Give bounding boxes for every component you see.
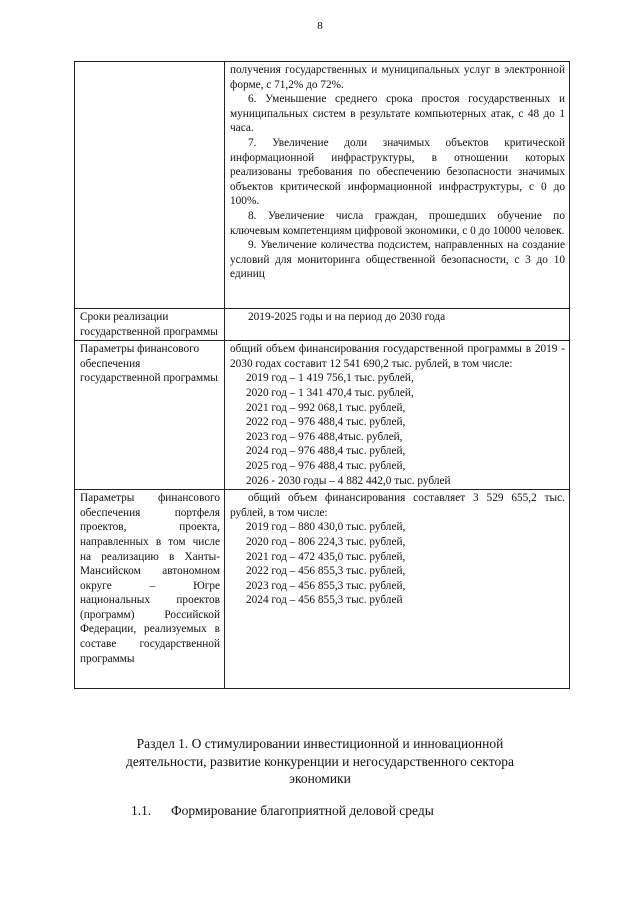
indicators-cell	[225, 62, 570, 309]
projects-year-row: 2022 год – 456 855,3 тыс. рублей,	[246, 565, 406, 578]
finance-label: Параметры финансового обеспечения государственной программы	[75, 341, 225, 490]
finance-year-row: 2021 год – 992 068,1 тыс. рублей,	[246, 401, 406, 414]
finance-year-row: 2025 год – 976 488,4 тыс. рублей,	[246, 459, 406, 472]
indicator-item-9: 9. Увеличение количества подсистем, направленных на создание условий для мониторинга общественной безопасности, с 3 до 10 единиц	[230, 239, 565, 281]
projects-year-row: 2019 год – 880 430,0 тыс. рублей,	[246, 521, 406, 534]
projects-year-row: 2024 год – 456 855,3 тыс. рублей	[246, 594, 403, 607]
projects-year-row: 2020 год – 806 224,3 тыс. рублей,	[246, 535, 406, 548]
subsection-number: 1.1.	[131, 803, 152, 818]
finance-year-row: 2023 год – 976 488,4тыс. рублей,	[246, 430, 403, 443]
subsection-heading	[131, 803, 434, 819]
projects-year-row: 2021 год – 472 435,0 тыс. рублей,	[246, 550, 406, 563]
indicator-continuation-text: получения государственных и муниципальных услуг в электронной форме, с 71,2% до 72%.	[230, 64, 565, 91]
projects-label: Параметры финансового обеспечения портфеля проектов, проекта, направленных в том числе на реализацию в Ханты-Мансийском автономном округе – Югре национальных проектов (программ) Российской Федерации, реализуемых в составе государственной программы	[75, 490, 225, 689]
table-row-terms	[75, 309, 570, 341]
indicator-item-6: 6. Уменьшение среднего срока простоя государственных и муниципальных систем в результате компьютерных атак, с 48 до 1 часа.	[230, 93, 565, 135]
finance-year-row: 2022 год – 976 488,4 тыс. рублей,	[246, 416, 406, 429]
section-heading: Раздел 1. О стимулировании инвестиционной и инновационной деятельности, развитие конкуренции и негосударственного сектора экономики	[125, 736, 515, 786]
indicator-item-8: 8. Увеличение числа граждан, прошедших обучение по ключевым компетенциям цифровой экономики, с 0 до 10000 человек.	[230, 209, 565, 237]
finance-intro: общий объем финансирования государственной программы в 2019 - 2030 годах составит 12 541 690,2 тыс. рублей, в том числе:	[230, 343, 565, 370]
finance-value-cell	[225, 341, 570, 490]
projects-value-cell	[225, 490, 570, 689]
page-number: 8	[317, 20, 323, 32]
terms-label: Сроки реализации государственной программы	[75, 309, 225, 341]
finance-year-row: 2020 год – 1 341 470,4 тыс. рублей,	[246, 386, 414, 399]
subsection-title: Формирование благоприятной деловой среды	[171, 803, 434, 818]
table-row-finance	[75, 341, 570, 490]
finance-year-row: 2024 год – 976 488,4 тыс. рублей,	[246, 445, 406, 458]
projects-intro: общий объем финансирования составляет 3 529 655,2 тыс. рублей, в том числе:	[230, 492, 565, 519]
passport-table	[74, 61, 570, 689]
projects-year-row: 2023 год – 456 855,3 тыс. рублей,	[246, 579, 406, 592]
indicator-item-7: 7. Увеличение доли значимых объектов критической информационной инфраструктуры, в отношении которых реализованы требования по обеспечению безопасности значимых объектов критической информационной инфраструктуры, с 0 до 100%.	[230, 136, 565, 208]
terms-value-cell	[225, 309, 570, 341]
empty-label-cell	[75, 62, 225, 309]
table-row-continuation	[75, 62, 570, 309]
table-row-projects	[75, 490, 570, 689]
finance-year-row: 2019 год – 1 419 756,1 тыс. рублей,	[246, 372, 414, 385]
terms-value: 2019-2025 годы и на период до 2030 года	[248, 311, 446, 323]
finance-year-row: 2026 - 2030 годы – 4 882 442,0 тыс. рублей	[246, 474, 451, 487]
